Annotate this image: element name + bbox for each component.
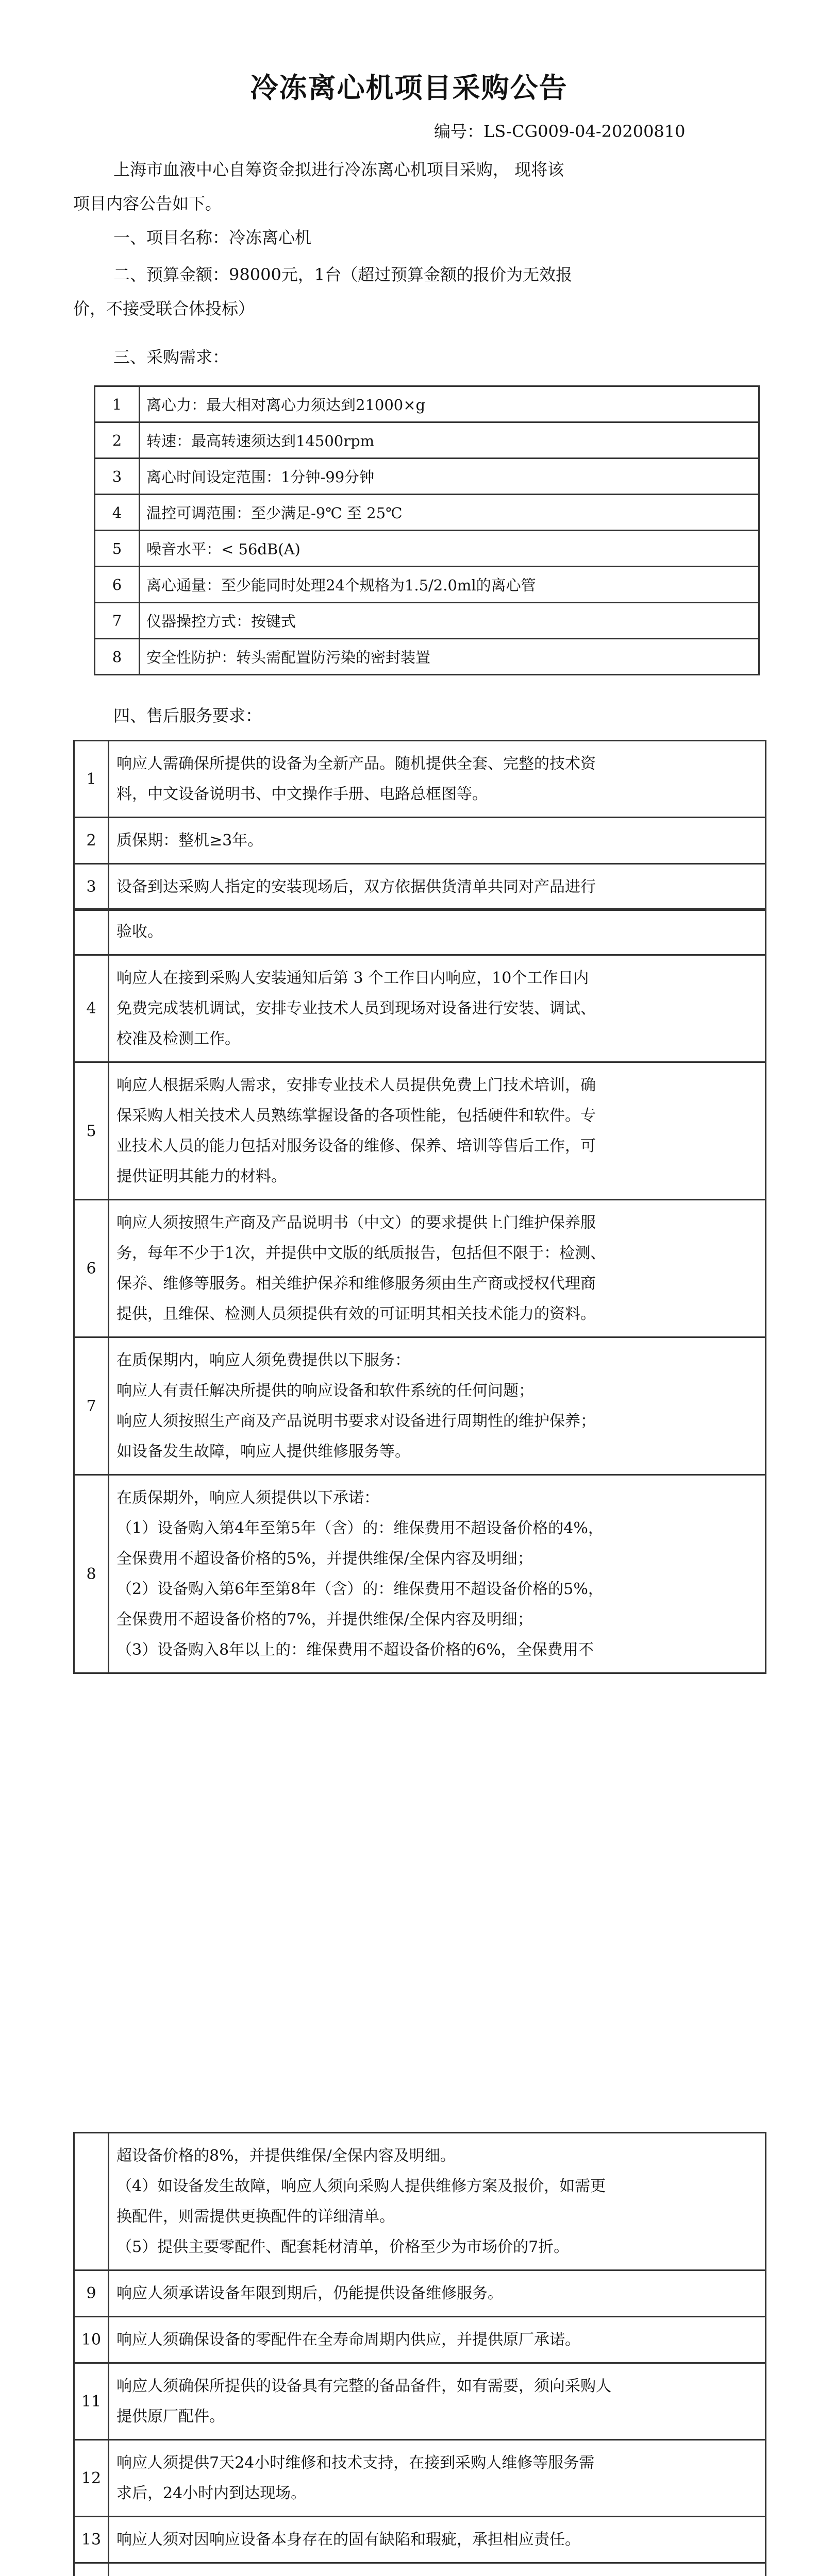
service-line: 质保期：整机≥3年。 <box>116 832 263 850</box>
requirement-row <box>95 531 759 567</box>
service-text <box>109 1200 766 1337</box>
service-line: 换配件，则需提供更换配件的详细清单。 <box>116 2208 395 2226</box>
requirement-number: 4 <box>95 495 140 531</box>
service-line: （5）提供主要零配件、配套耗材清单，价格至少为市场价的7折。 <box>116 2238 570 2256</box>
requirement-text: 仪器操控方式：按键式 <box>140 603 759 639</box>
requirement-text: 离心通量：至少能同时处理24个规格为1.5/2.0ml的离心管 <box>140 567 759 603</box>
service-text <box>109 1062 766 1200</box>
service-text <box>109 818 766 864</box>
service-line: 全保费用不超设备价格的7%，并提供维保/全保内容及明细； <box>116 1611 533 1629</box>
service-number: 12 <box>74 2440 109 2517</box>
requirement-text: 噪音水平：< 56dB(A) <box>140 531 759 567</box>
service-number: 1 <box>74 741 109 818</box>
service-row <box>74 2440 766 2517</box>
service-line: 料，中文设备说明书、中文操作手册、电路总框图等。 <box>116 785 488 803</box>
requirement-text: 离心力：最大相对离心力须达到21000×g <box>140 386 759 422</box>
service-number: 6 <box>74 1200 109 1337</box>
requirement-row <box>95 386 759 422</box>
service-line: 响应人须按照生产商及产品说明书（中文）的要求提供上门维护保养服 <box>116 1214 596 1232</box>
service-row <box>74 741 766 818</box>
requirement-number: 1 <box>95 386 140 422</box>
announcement-title: 冷冻离心机项目采购公告 <box>250 71 568 104</box>
service-line: 务，每年不少于1次，并提供中文版的纸质报告，包括但不限于：检测、 <box>116 1244 606 1262</box>
service-line: 设备到达采购人指定的安装现场后，双方依据供货清单共同对产品进行 <box>116 878 596 896</box>
requirement-text: 温控可调范围：至少满足-9℃ 至 25℃ <box>140 495 759 531</box>
service-line: 提供原厂配件。 <box>116 2408 225 2426</box>
section-service-heading: 四、售后服务要求： <box>113 706 262 725</box>
requirement-text: 安全性防护：转头需配置防污染的密封装置 <box>140 639 759 675</box>
service-text <box>109 2517 766 2563</box>
requirement-row <box>95 495 759 531</box>
service-text <box>109 741 766 818</box>
service-table-part3 <box>73 2132 766 2576</box>
requirement-number: 7 <box>95 603 140 639</box>
service-number: 7 <box>74 1337 109 1475</box>
service-number: 10 <box>74 2317 109 2363</box>
service-line: 响应人须确保所提供的设备具有完整的备品备件，如有需要，须向采购人 <box>116 2377 611 2395</box>
service-line: 提供证明其能力的材料。 <box>116 1167 287 1185</box>
service-number: 13 <box>74 2517 109 2563</box>
service-text <box>109 864 766 910</box>
service-line: 求后，24小时内到达现场。 <box>116 2484 307 2502</box>
service-line: 响应人须提供7天24小时维修和技术支持，在接到采购人维修等服务需 <box>116 2454 595 2472</box>
service-table-part1 <box>73 740 766 911</box>
service-row <box>74 1475 766 1673</box>
requirement-number: 8 <box>95 639 140 675</box>
service-line: 超设备价格的8%，并提供维保/全保内容及明细。 <box>116 2147 456 2165</box>
service-line: 验收。 <box>116 923 163 941</box>
service-text <box>109 2133 766 2270</box>
service-row <box>74 1200 766 1337</box>
service-text <box>109 2440 766 2517</box>
service-line: 保养、维修等服务。相关维护保养和维修服务须由生产商或授权代理商 <box>116 1275 596 1293</box>
service-number: 2 <box>74 818 109 864</box>
service-text <box>109 1475 766 1673</box>
service-table-part2 <box>73 908 766 1674</box>
service-number: 5 <box>74 1062 109 1200</box>
service-text <box>109 909 766 955</box>
service-line: 业技术人员的能力包括对服务设备的维修、保养、培训等售后工作，可 <box>116 1137 596 1155</box>
service-line: 保采购人相关技术人员熟练掌握设备的各项性能，包括硬件和软件。专 <box>116 1107 596 1125</box>
service-line: （2）设备购入第6年至第8年（含）的：维保费用不超设备价格的5%， <box>116 1580 604 1598</box>
service-line: 响应人有责任解决所提供的响应设备和软件系统的任何问题； <box>116 1382 534 1400</box>
service-number: 4 <box>74 955 109 1062</box>
service-line: 响应人须承诺设备年限到期后，仍能提供设备维修服务。 <box>116 2284 503 2302</box>
service-line: 响应人须按照生产商及产品说明书要求对设备进行周期性的维护保养； <box>116 1412 596 1430</box>
service-line: 在质保期外，响应人须提供以下承诺： <box>116 1489 379 1507</box>
service-line: （1）设备购入第4年至第5年（含）的：维保费用不超设备价格的4%， <box>116 1519 604 1537</box>
service-row <box>74 1337 766 1475</box>
requirement-number: 2 <box>95 422 140 459</box>
requirement-row <box>95 639 759 675</box>
service-number <box>74 2563 109 2576</box>
service-row <box>74 955 766 1062</box>
service-number: 3 <box>74 864 109 910</box>
service-text <box>109 1337 766 1475</box>
service-row <box>74 1062 766 1200</box>
service-row <box>74 2270 766 2317</box>
service-line: 全保费用不超设备价格的5%，并提供维保/全保内容及明细； <box>116 1550 533 1568</box>
service-row <box>74 2363 766 2440</box>
requirement-row <box>95 422 759 459</box>
service-line <box>116 2571 758 2576</box>
service-row <box>74 2563 766 2576</box>
service-row <box>74 2133 766 2270</box>
service-row <box>74 864 766 910</box>
requirement-number: 6 <box>95 567 140 603</box>
service-line: 如设备发生故障，响应人提供维修服务等。 <box>116 1443 410 1461</box>
requirement-number: 3 <box>95 459 140 495</box>
service-text <box>109 955 766 1062</box>
requirement-text: 转速：最高转速须达到14500rpm <box>140 422 759 459</box>
service-line: 响应人根据采购人需求，安排专业技术人员提供免费上门技术培训，确 <box>116 1076 596 1094</box>
service-row <box>74 2517 766 2563</box>
section-project-name: 一、项目名称：冷冻离心机 <box>113 228 312 247</box>
service-text <box>109 2363 766 2440</box>
service-text <box>109 2270 766 2317</box>
service-line: 响应人须对因响应设备本身存在的固有缺陷和瑕疵，承担相应责任。 <box>116 2531 580 2549</box>
requirement-row <box>95 567 759 603</box>
service-line: 提供，且维保、检测人员须提供有效的可证明其相关技术能力的资料。 <box>116 1305 596 1323</box>
section-requirements-heading: 三、采购需求： <box>113 347 229 367</box>
service-line: 校准及检测工作。 <box>116 1030 240 1048</box>
service-line: （3）设备购入8年以上的：维保费用不超设备价格的6%，全保费用不 <box>116 1641 594 1659</box>
service-text <box>109 2317 766 2363</box>
serial-number: 编号：LS-CG009-04-20200810 <box>434 122 686 141</box>
service-number: 11 <box>74 2363 109 2440</box>
service-text <box>109 2563 766 2576</box>
service-line: 免费完成装机调试，安排专业技术人员到现场对设备进行安装、调试、 <box>116 999 596 1018</box>
service-line: （4）如设备发生故障，响应人须向采购人提供维修方案及报价，如需更 <box>116 2177 606 2195</box>
service-line: 响应人需确保所提供的设备为全新产品。随机提供全套、完整的技术资 <box>116 755 596 773</box>
service-number <box>74 909 109 955</box>
service-row <box>74 2317 766 2363</box>
service-line: 响应人在接到采购人安装通知后第 3 个工作日内响应，10个工作日内 <box>116 969 589 987</box>
requirement-number: 5 <box>95 531 140 567</box>
service-line: 响应人须确保设备的零配件在全寿命周期内供应，并提供原厂承诺。 <box>116 2331 580 2349</box>
requirements-table <box>94 385 760 675</box>
intro-line: 项目内容公告如下。 <box>73 194 222 213</box>
service-number: 9 <box>74 2270 109 2317</box>
service-line: 在质保期内，响应人须免费提供以下服务： <box>116 1351 410 1369</box>
section-budget: 二、预算金额：98000元，1台（超过预算金额的报价为无效报 <box>113 265 573 284</box>
requirement-row <box>95 459 759 495</box>
service-number <box>74 2133 109 2270</box>
section-budget-cont: 价，不接受联合体投标） <box>73 299 255 318</box>
service-row <box>74 909 766 955</box>
service-row <box>74 818 766 864</box>
intro-line: 上海市血液中心自筹资金拟进行冷冻离心机项目采购， 现将该 <box>113 160 564 179</box>
requirement-text: 离心时间设定范围：1分钟-99分钟 <box>140 459 759 495</box>
requirement-row <box>95 603 759 639</box>
service-number: 8 <box>74 1475 109 1673</box>
